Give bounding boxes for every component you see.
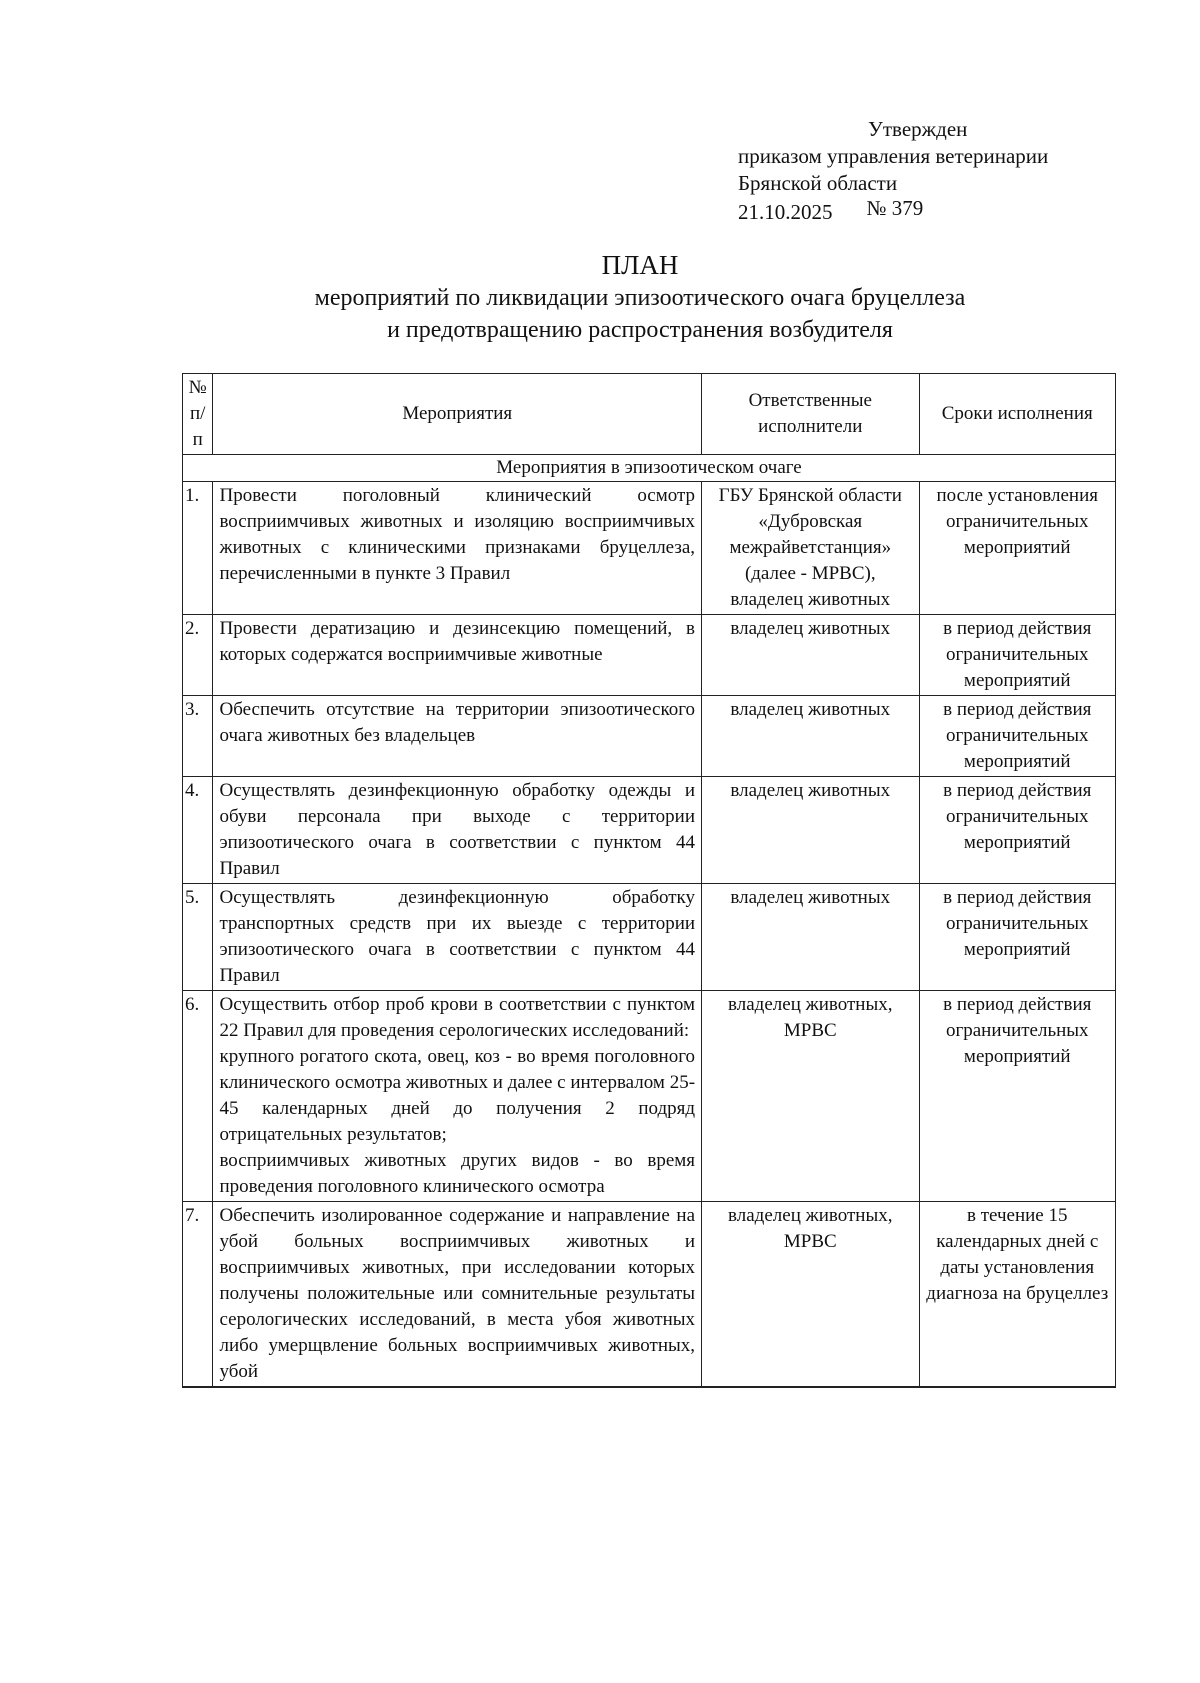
row-task: Осуществлять дезинфекционную обработку одежды и обуви персонала при выходе с территории эпизоотического очага в соответствии с пунктом 44 Правил xyxy=(213,777,702,884)
row-task: Обеспечить отсутствие на территории эпизоотического очага животных без владельцев xyxy=(213,696,702,777)
row-task-line: восприимчивых животных других видов - во время проведения поголовного клинического осмотра xyxy=(219,1150,696,1197)
title-main: ПЛАН xyxy=(601,250,679,280)
section-title: Мероприятия в эпизоотическом очаге xyxy=(183,455,1116,482)
row-deadline: в период действия ограничительных мероприятий xyxy=(919,696,1115,777)
row-task-line: крупного рогатого скота, овец, коз - во время поголовного клинического осмотра животных и далее с интервалом 25- 45 календарных дней до получения 2 подряд отрицательных результатов; xyxy=(219,1046,696,1145)
table-row xyxy=(183,991,1116,1202)
row-responsible: владелец животных, МРВС xyxy=(702,1202,919,1388)
header-responsible: Ответственные исполнители xyxy=(702,374,919,455)
title-line-3: и предотвращению распространения возбудителя xyxy=(387,317,893,343)
row-num: 1. xyxy=(183,482,213,615)
row-num: 3. xyxy=(183,696,213,777)
table-row xyxy=(183,884,1116,991)
table-header-row xyxy=(183,374,1116,455)
row-task xyxy=(213,991,702,1202)
approval-number: № 379 xyxy=(866,196,924,220)
table-row xyxy=(183,615,1116,696)
row-responsible: ГБУ Брянской области «Дубровская межрайветстанция» (далее - МРВС), владелец животных xyxy=(702,482,919,615)
row-num: 6. xyxy=(183,991,213,1202)
row-num: 4. xyxy=(183,777,213,884)
title-line-2: мероприятий по ликвидации эпизоотического очага бруцеллеза xyxy=(314,285,966,311)
row-num: 5. xyxy=(183,884,213,991)
header-num: № п/п xyxy=(183,374,213,455)
row-deadline: в период действия ограничительных мероприятий xyxy=(919,991,1115,1202)
row-deadline: в течение 15 календарных дней с даты установления диагноза на бруцеллез xyxy=(919,1202,1115,1388)
approval-order: приказом управления ветеринарии xyxy=(738,144,1049,168)
table-row xyxy=(183,482,1116,615)
table-row xyxy=(183,1202,1116,1388)
row-responsible: владелец животных xyxy=(702,615,919,696)
row-num: 2. xyxy=(183,615,213,696)
row-responsible: владелец животных xyxy=(702,696,919,777)
row-task: Обеспечить изолированное содержание и направление на убой больных восприимчивых животных и восприимчивых животных, при исследовании которых получены положительные или сомнительные результаты серологических исследований, в места убоя животных либо умерщвление больных восприимчивых животных, убой xyxy=(213,1202,702,1388)
row-task: Осуществлять дезинфекционную обработку транспортных средств при их выезде с территории эпизоотического очага в соответствии с пунктом 44 Правил xyxy=(213,884,702,991)
approval-date-line xyxy=(738,196,1178,226)
row-task: Провести поголовный клинический осмотр восприимчивых животных и изоляцию восприимчивых животных с клиническими признаками бруцеллеза, перечисленными в пункте 3 Правил xyxy=(213,482,702,615)
row-deadline: в период действия ограничительных мероприятий xyxy=(919,615,1115,696)
section-row xyxy=(183,455,1116,482)
approval-region: Брянской области xyxy=(738,171,898,195)
row-num: 7. xyxy=(183,1202,213,1388)
row-deadline: после установления ограничительных мероприятий xyxy=(919,482,1115,615)
header-measures: Мероприятия xyxy=(213,374,702,455)
table-row xyxy=(183,696,1116,777)
plan-table xyxy=(182,373,1116,1388)
header-deadline: Сроки исполнения xyxy=(919,374,1115,455)
row-task-line: Осуществить отбор проб крови в соответствии с пунктом 22 Правил для проведения серологических исследований: xyxy=(219,994,696,1041)
document-title xyxy=(160,248,1120,346)
row-responsible: владелец животных, МРВС xyxy=(702,991,919,1202)
row-deadline: в период действия ограничительных мероприятий xyxy=(919,777,1115,884)
table-row xyxy=(183,777,1116,884)
approval-date: 21.10.2025 xyxy=(738,200,833,224)
row-deadline: в период действия ограничительных мероприятий xyxy=(919,884,1115,991)
row-task: Провести дератизацию и дезинсекцию помещений, в которых содержатся восприимчивые животные xyxy=(213,615,702,696)
approval-label: Утвержден xyxy=(868,117,968,141)
approval-block xyxy=(738,116,1178,226)
row-responsible: владелец животных xyxy=(702,777,919,884)
row-responsible: владелец животных xyxy=(702,884,919,991)
